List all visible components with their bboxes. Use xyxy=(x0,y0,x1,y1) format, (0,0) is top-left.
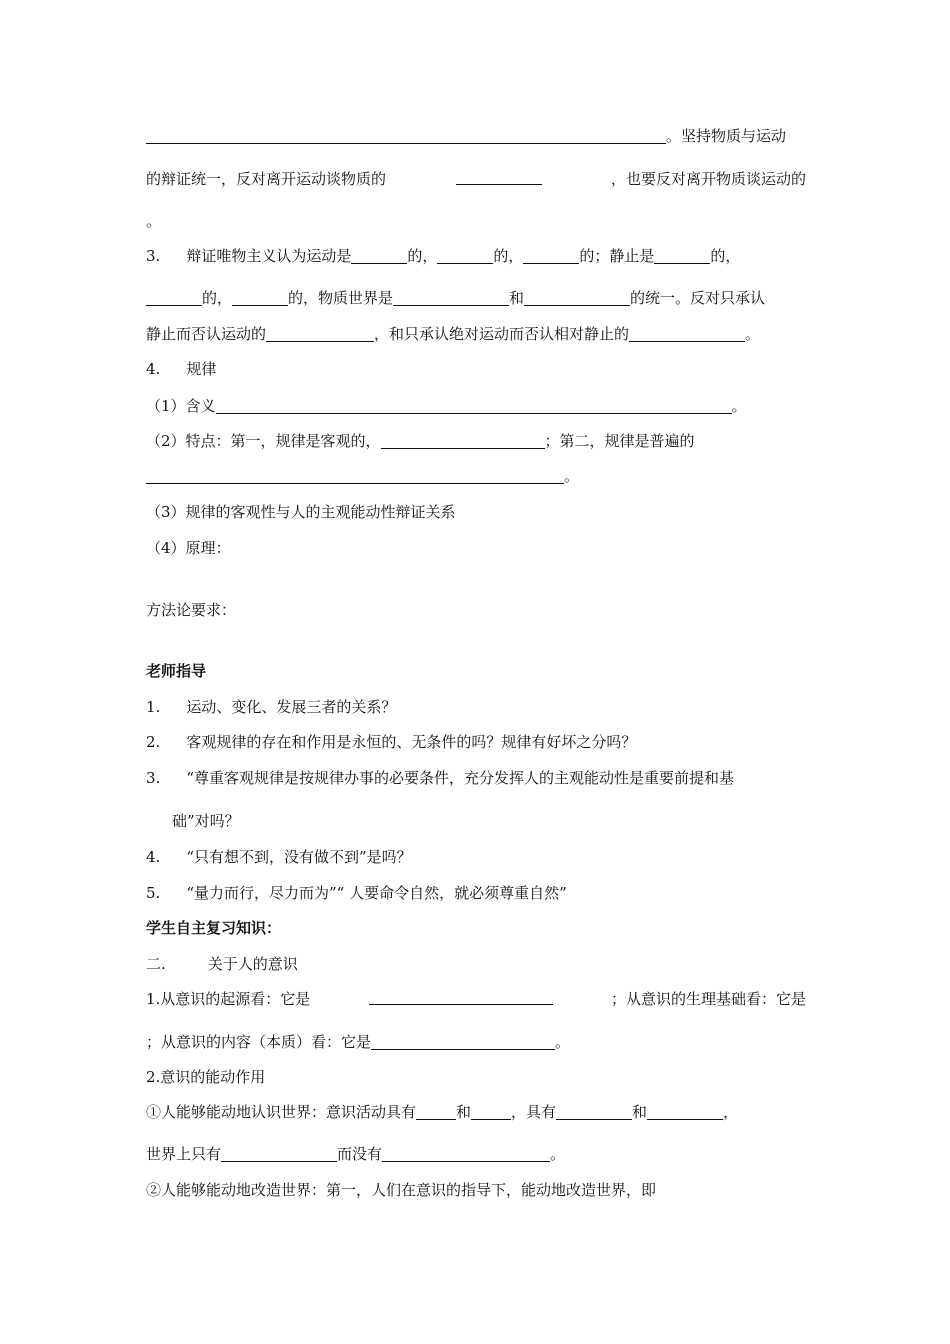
fill-blank[interactable] xyxy=(232,290,288,306)
text: 而没有 xyxy=(337,1145,383,1163)
text: “尊重客观规律是按规律办事的必要条件，充分发挥人的主观能动性是重要前提和基 xyxy=(186,769,734,787)
text: ①人能够能动地认识世界：意识活动具有 xyxy=(146,1103,417,1121)
fill-blank[interactable] xyxy=(221,1146,337,1162)
text: 的，物质世界是 xyxy=(288,289,394,307)
fill-blank[interactable] xyxy=(647,1104,723,1120)
text-line xyxy=(146,324,760,344)
fill-blank[interactable] xyxy=(437,248,493,264)
text: 的辩证统一，反对离开运动谈物质的 xyxy=(146,170,387,188)
text: 和 xyxy=(456,1103,472,1121)
text-line: 础”对吗？ xyxy=(172,812,240,830)
fill-blank[interactable] xyxy=(146,468,564,484)
text-line xyxy=(146,1032,570,1052)
text-line xyxy=(146,396,747,416)
text: 。 xyxy=(745,325,761,343)
text: 静止而否认运动的 xyxy=(146,325,267,343)
fill-blank[interactable] xyxy=(369,989,553,1005)
list-item xyxy=(146,732,636,752)
text-line xyxy=(146,466,579,486)
text: 。 xyxy=(731,397,747,415)
item-number: 4. xyxy=(146,360,161,378)
item-number: 1. xyxy=(146,698,161,716)
text: 的， xyxy=(407,247,438,265)
text: （2）特点：第一，规律是客观的， xyxy=(146,432,381,450)
text: 。坚持物质与运动 xyxy=(666,127,787,145)
fill-blank[interactable] xyxy=(371,1034,555,1050)
text: 规律 xyxy=(186,360,217,378)
fill-blank[interactable] xyxy=(382,1146,550,1162)
fill-blank[interactable] xyxy=(629,326,745,342)
text: 的， xyxy=(202,289,233,307)
fill-blank[interactable] xyxy=(523,248,579,264)
text: 。 xyxy=(564,467,580,485)
text: 和 xyxy=(632,1103,648,1121)
text-line: （4）原理： xyxy=(146,539,231,557)
fill-blank[interactable] xyxy=(471,1104,511,1120)
fill-blank[interactable] xyxy=(351,248,407,264)
text-line xyxy=(146,126,786,146)
list-item xyxy=(146,883,567,903)
text-line xyxy=(146,1144,565,1164)
item-number: 3. xyxy=(146,247,161,265)
text-line xyxy=(146,989,806,1009)
text: 的， xyxy=(710,247,741,265)
fill-blank[interactable] xyxy=(556,1104,632,1120)
fill-blank[interactable] xyxy=(456,169,542,185)
section-heading: 学生自主复习知识： xyxy=(146,919,282,937)
text-line: 2.意识的能动作用 xyxy=(146,1068,266,1086)
text-line: （3）规律的客观性与人的主观能动性辩证关系 xyxy=(146,503,456,521)
text: ，和只承认绝对运动而否认相对静止的 xyxy=(374,325,630,343)
fill-blank[interactable] xyxy=(381,433,545,449)
list-item xyxy=(146,768,734,788)
text: 1.从意识的起源看：它是 xyxy=(146,990,311,1008)
text: 。 xyxy=(555,1033,571,1051)
list-item xyxy=(146,697,396,717)
text: 。 xyxy=(146,212,162,230)
fill-blank[interactable] xyxy=(266,326,374,342)
question-3 xyxy=(146,246,740,266)
item-number: 3. xyxy=(146,769,161,787)
text-line: ②人能够能动地改造世界：第一，人们在意识的指导下，能动地改造世界，即 xyxy=(146,1181,657,1199)
section-heading: 老师指导 xyxy=(146,662,207,680)
text: 客观规律的存在和作用是永恒的、无条件的吗？规律有好坏之分吗？ xyxy=(186,733,637,751)
text: 的；静止是 xyxy=(579,247,655,265)
fill-blank[interactable] xyxy=(393,290,509,306)
question-4 xyxy=(146,359,216,379)
text-line xyxy=(146,431,695,451)
text: “量力而行，尽力而为”“ 人要命令自然，就必须尊重自然” xyxy=(186,884,567,902)
text: 辩证唯物主义认为运动是 xyxy=(186,247,352,265)
text: 的统一。反对只承认 xyxy=(630,289,766,307)
text-line: 方法论要求： xyxy=(146,601,237,619)
text: ，也要反对离开物质谈运动的 xyxy=(610,170,806,188)
text: ；第二，规律是普遍的 xyxy=(544,432,695,450)
text: 关于人的意识 xyxy=(207,955,298,973)
text-line xyxy=(146,211,161,231)
subsection-title xyxy=(146,954,298,974)
text: ；从意识的生理基础看：它是 xyxy=(610,990,806,1008)
text: 世界上只有 xyxy=(146,1145,222,1163)
fill-blank[interactable] xyxy=(524,290,630,306)
text-line xyxy=(146,169,806,189)
item-number: 二. xyxy=(146,955,166,973)
item-number: 5. xyxy=(146,884,161,902)
text: ；从意识的内容（本质）看：它是 xyxy=(146,1033,372,1051)
text-line xyxy=(146,288,765,308)
text: “只有想不到，没有做不到”是吗？ xyxy=(186,848,412,866)
fill-blank[interactable] xyxy=(146,290,202,306)
text-line xyxy=(146,1102,738,1122)
text: （1）含义 xyxy=(146,397,216,415)
item-number: 4. xyxy=(146,848,161,866)
text: 。 xyxy=(550,1145,566,1163)
fill-blank[interactable] xyxy=(416,1104,456,1120)
text: 和 xyxy=(509,289,525,307)
text: ，具有 xyxy=(511,1103,557,1121)
list-item xyxy=(146,847,412,867)
text: ， xyxy=(723,1103,739,1121)
text: 运动、变化、发展三者的关系？ xyxy=(186,698,397,716)
item-number: 2. xyxy=(146,733,161,751)
fill-blank[interactable] xyxy=(216,398,732,414)
fill-blank[interactable] xyxy=(654,248,710,264)
fill-blank[interactable] xyxy=(146,128,666,144)
text: 的， xyxy=(493,247,524,265)
